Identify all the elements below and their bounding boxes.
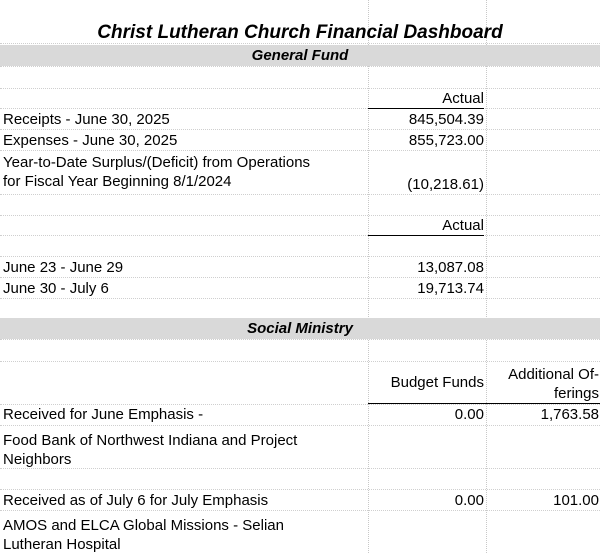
july-desc-line2: Lutheran Hospital: [3, 536, 121, 553]
june-budget-value: 0.00: [454, 406, 484, 423]
june-desc-line1: Food Bank of Northwest Indiana and Project: [3, 432, 298, 449]
week2-value: 19,713.74: [417, 280, 484, 297]
additional-offerings-header-line1: Additional Of-: [508, 366, 599, 383]
surplus-label-line2: for Fiscal Year Beginning 8/1/2024: [3, 173, 232, 190]
receipts-value: 845,504.39: [408, 111, 484, 128]
june-desc-line2: Neighbors: [3, 451, 72, 468]
social-ministry-heading: Social Ministry: [247, 320, 353, 337]
july-additional-value: 101.00: [553, 492, 599, 509]
page-title: Christ Lutheran Church Financial Dashboard: [97, 22, 503, 43]
general-fund-heading: General Fund: [251, 47, 349, 64]
week1-value: 13,087.08: [417, 259, 484, 276]
expenses-label: Expenses - June 30, 2025: [3, 132, 178, 149]
actual-header: Actual: [442, 90, 484, 107]
budget-funds-header: Budget Funds: [390, 374, 484, 391]
expenses-value: 855,723.00: [408, 132, 484, 149]
social-header-underline: [368, 403, 600, 404]
june-emphasis-label: Received for June Emphasis -: [3, 406, 204, 423]
week1-label: June 23 - June 29: [3, 259, 124, 276]
weekly-actual-header: Actual: [442, 217, 484, 234]
receipts-label: Receipts - June 30, 2025: [3, 111, 170, 128]
june-additional-value: 1,763.58: [540, 406, 599, 423]
july-emphasis-label: Received as of July 6 for July Emphasis: [3, 492, 269, 509]
weekly-actual-underline: [368, 235, 484, 236]
week2-label: June 30 - July 6: [3, 280, 109, 297]
surplus-value: (10,218.61): [407, 176, 484, 193]
surplus-label-line1: Year-to-Date Surplus/(Deficit) from Operations: [3, 154, 311, 171]
july-desc-line1: AMOS and ELCA Global Missions - Selian: [3, 517, 284, 534]
additional-offerings-header-line2: ferings: [553, 385, 599, 402]
july-budget-value: 0.00: [454, 492, 484, 509]
actual-header-underline: [368, 108, 484, 109]
